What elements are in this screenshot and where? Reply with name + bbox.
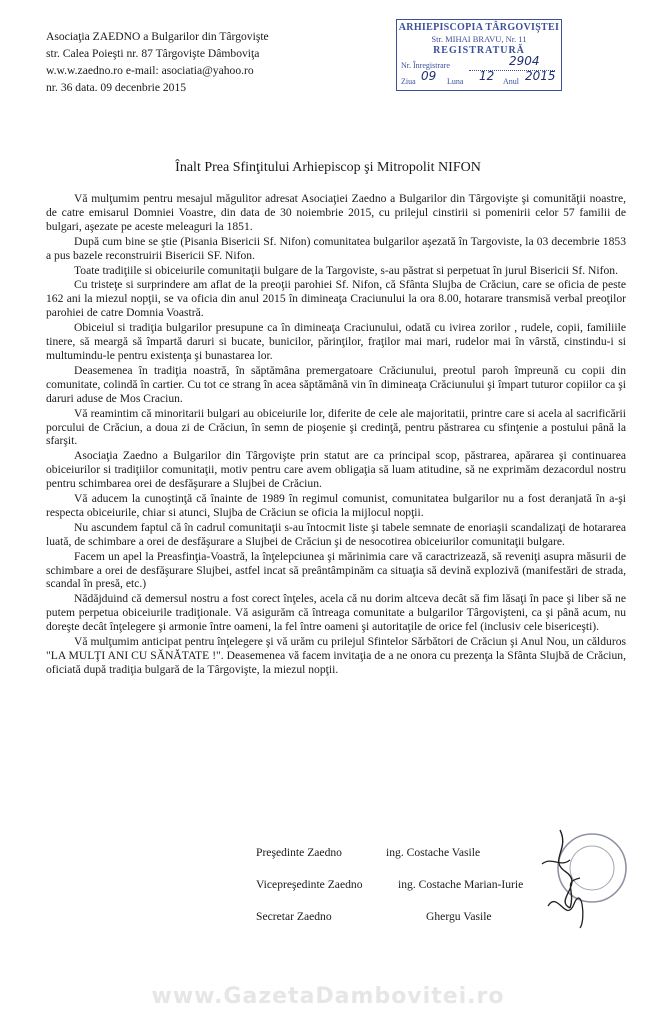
stamp-year: 2015 (525, 69, 556, 83)
stamp-institution: ARHIEPISCOPIA TÂRGOVIŞTEI (398, 22, 560, 33)
signature-name: Ghergu Vasile (426, 910, 492, 923)
letter-body (46, 192, 626, 678)
paragraph: Toate tradiţiile si obiceiurile comunitaţii bulgare de la Targoviste, s-au păstrat si perpetuat în jurul Bisericii Sf. Nifon. (74, 263, 618, 277)
stamp-year-label: Anul (503, 77, 519, 86)
signature-role: Preşedinte Zaedno (256, 846, 342, 859)
paragraph: Nu ascundem faptul că în cadrul comunitaţii s-au întocmit liste şi tabele semnate de enoriaşii scandalizaţi de hotararea luată, de schimbare a orei de desfăşurare a Slujbei de Crăciun şi de nesocotirea obiceiurilor comunitaţii bulgare. (46, 520, 626, 548)
stamp-month-label: Luna (447, 77, 464, 86)
sender-reference: nr. 36 data. 09 decenbrie 2015 (46, 81, 187, 94)
sender-header (46, 28, 269, 96)
stamp-address: Str. MIHAI BRAVU, Nr. 11 (431, 34, 527, 44)
registration-stamp (396, 19, 562, 91)
stamp-reg-label: Nr. Înregistrare (401, 61, 450, 70)
paragraph: Vă mulţumim pentru mesajul măgulitor adresat Asociaţiei Zaedno a Bulgarilor din Târgovişte şi comunităţii noastre, de catre emisarul Domniei Voastre, din data de 30 noiembrie 2015, cu prilejul cinstirii si pomenirii celor 57 familii de bulgari, aşezate pe aceste meleaguri la 1851. (46, 192, 626, 233)
stamp-reg-number: 2904 (509, 54, 540, 68)
stamp-day-label: Ziua (401, 77, 416, 86)
signature-role: Secretar Zaedno (256, 910, 332, 923)
stamp-month: 12 (479, 69, 495, 83)
paragraph: Vă reamintim că minoritarii bulgari au obiceiurile lor, diferite de cele ale majoritatii, printre care si acela al sacrificării porcului de Crăciun, a doua zi de Crăciun, în semn de pioşenie şi credinţă, pentru păstrarea cu sfinţenie a postului până la sfarşit. (46, 406, 626, 448)
paragraph: Cu tristeţe si surprindere am aflat de la preoţii parohiei Sf. Nifon, că Sfânta Slujba de Crăciun, care se oficia de peste 162 ani la miezul nopţii, se va oficia din anul 2015 în dimineaţa Craciunului la ora 8.00, hotarare transmisă verbal preoţilor parohiei de catre Domnia Voastră. (46, 278, 626, 320)
sender-address: str. Calea Poieşti nr. 87 Târgovişte Dâmboviţa (46, 47, 260, 60)
paragraph: După cum bine se ştie (Pisania Bisericii Sf. Nifon) comunitatea bulgarilor aşezată în Targoviste, la 03 decembrie 1853 a pus bazele reconstruirii Bisericii SF. Nifon. (46, 234, 626, 262)
addressee-heading: Înalt Prea Sfinţitului Arhiepiscop şi Mitropolit NIFON (175, 160, 481, 175)
paragraph: Asociaţia Zaedno a Bulgarilor din Târgovişte prin statut are ca principal scop, păstrarea, apărarea şi continuarea obiceiurilor si tradiţiilor comunitaţii, motiv pentru care avem obligaţia să luam atitudine, să ne exprimăm dezacordul nostru pentru schimbarea orei de desfăşurare a Slujbei de Crăciun. (46, 449, 626, 491)
paragraph: Vă mulţumim anticipat pentru înţelegere şi vă urăm cu prilejul Sfintelor Sărbători de Crăciun şi Anul Nou, un călduros "LA MULŢI ANI CU SĂNĂTATE !". Deasemenea vă facem invitaţia de a ne onora cu prezenţa la Sfânta Slujbă de Crăciun, oficiată după tradiţia bulgară de la Târgovişte, la miezul nopţii. (46, 635, 626, 676)
paragraph: Vă aducem la cunoştinţă că înainte de 1989 în regimul comunist, comunitatea bulgarilor nu a fost deranjată în a-şi respecta obiceiurile, chiar si atunci, Slujba de Crăciun se oficia la mijlocul nopţii. (46, 492, 626, 519)
paragraph: Nădăjduind că demersul nostru a fost corect înţeles, acela că nu dorim altceva decât să fim lăsaţi în pace şi liber să ne putem perpetua obiceiurile tradiţionale. Vă asigurăm că întreaga comunitate a bulgarilor Târgovişteni, ca şi până acum, nu doreşte decât înţelegere şi armonie între oameni, la fel între oameni şi autoritaţile de orice fel (inclusiv cele bisericeşti). (46, 592, 626, 634)
paragraph: Facem un apel la Preasfinţia-Voastră, la înţelepciunea şi mărinimia care vă caractrizează, să reveniţi asupra măsurii de schimbare a orei de desfăşurare Slujbei, astfel incat să preântâmpinăm ca situaţia să devină explozivă (manifestări de strada, scandal în presă, etc.) (46, 549, 626, 591)
stamp-registry: REGISTRATURĂ (433, 45, 525, 56)
signature-name: ing. Costache Vasile (386, 846, 481, 859)
paragraph: Obiceiul si tradiţia bulgarilor presupune ca în dimineaţa Craciunului, odată cu ivirea zorilor , rudele, copii, familiile tinere, să meargă să împartă daruri si bucate, bunicilor, părinţilor, fraţilor mai mari, rudelor mai în vârstă, cinstindu-i si multumindu-le pentru existenţa şi bunastarea lor. (46, 321, 626, 362)
association-stamp-and-signature (540, 820, 630, 930)
sender-name: Asociaţia ZAEDNO a Bulgarilor din Târgovişte (46, 30, 269, 43)
stamp-day: 09 (421, 69, 437, 83)
paragraph: Deasemenea în tradiţia noastră, în săptămâna premergatoare Crăciunului, preotul paroh împreună cu copii din comunitate, colindă în cartier. Cu tot ce strang în acea săptămână vin în dimineaţa Crăciunului şi împart tuturor copiilor ca şi daruri aduse de Mos Craciun. (46, 363, 626, 405)
signature-role: Vicepreşedinte Zaedno (256, 878, 363, 891)
sender-contact: w.w.w.zaedno.ro e-mail: asociatia@yahoo.ro (46, 64, 254, 77)
watermark: www.GazetaDambovitei.ro (151, 984, 505, 1009)
signature-name: ing. Costache Marian-Iurie (398, 878, 524, 891)
